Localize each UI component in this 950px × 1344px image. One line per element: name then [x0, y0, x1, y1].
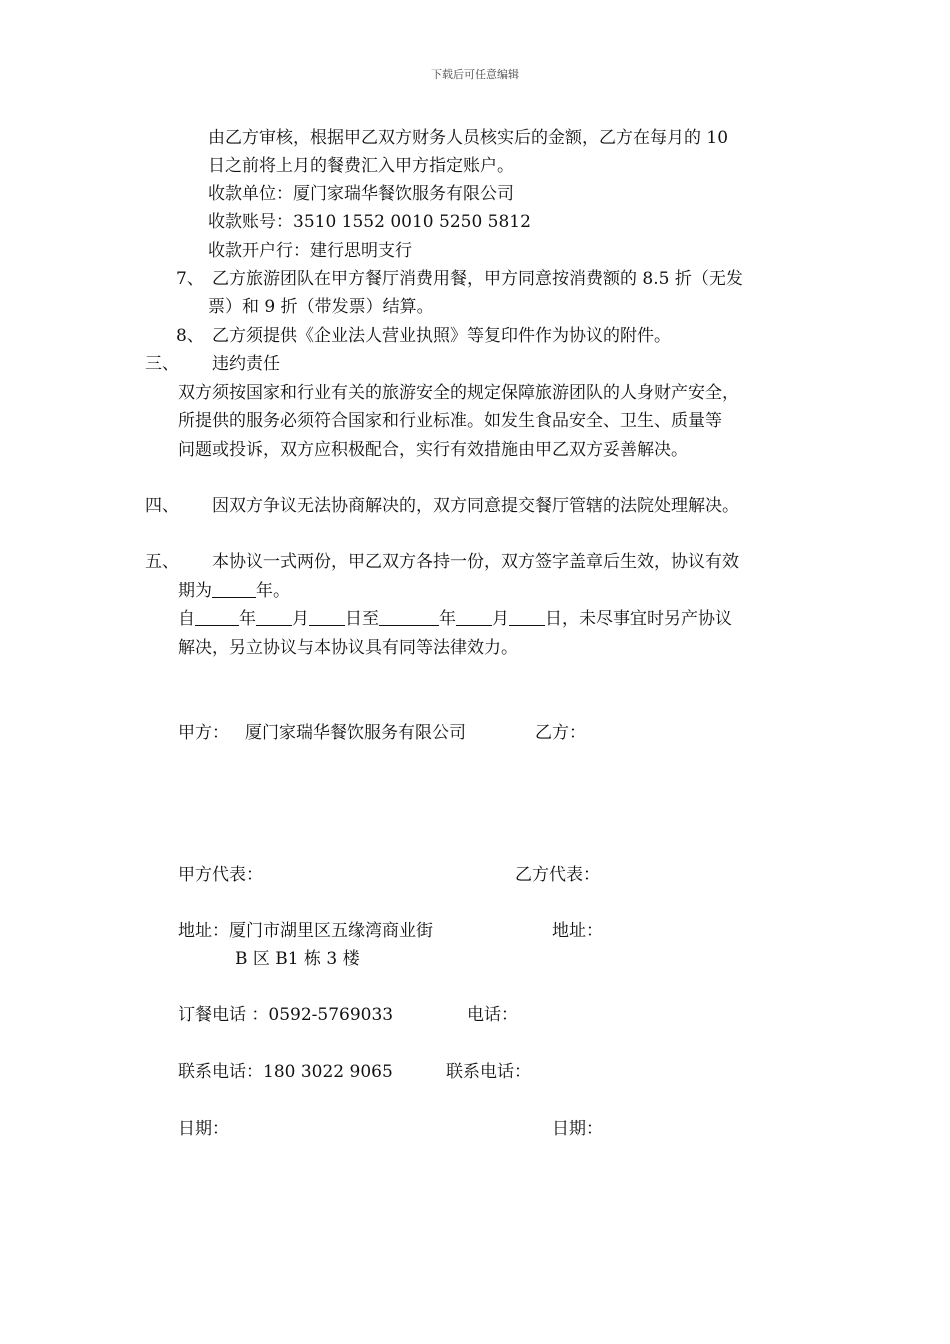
section3-line2: 所提供的服务必须符合国家和行业标准。如发生食品安全、卫生、质量等: [178, 411, 722, 431]
end-year-blank[interactable]: [379, 607, 439, 626]
section5-line4: 解决，另立协议与本协议具有同等法律效力。: [178, 638, 518, 658]
from-label: 自: [178, 609, 195, 629]
party-a-contact-phone: 联系电话：180 3022 9065: [178, 1062, 393, 1082]
clause7-line2: 票）和 9 折（带发票）结算。: [208, 297, 434, 317]
day-to-label: 日至: [345, 609, 379, 629]
year-label-2: 年: [439, 609, 456, 629]
section3-number: 三、: [145, 354, 179, 374]
section3-title: 违约责任: [212, 354, 280, 374]
party-b-contact-phone: 联系电话：: [446, 1062, 531, 1082]
party-b-representative: 乙方代表：: [515, 865, 600, 885]
period-suffix: 年。: [256, 581, 290, 601]
section5-number: 五、: [145, 552, 179, 572]
clause8-number: 8、: [176, 326, 204, 346]
page-header: 下载后可任意编辑: [431, 68, 519, 81]
day-tail: 日，未尽事宜时另产协议: [545, 609, 732, 629]
party-b-label: 乙方：: [535, 723, 586, 743]
section4-text: 因双方争议无法协商解决的，双方同意提交餐厅管辖的法院处理解决。: [212, 496, 739, 516]
party-a-order-phone: 订餐电话 ：0592-5769033: [178, 1005, 394, 1025]
section5-line1: 本协议一式两份，甲乙双方各持一份，双方签字盖章后生效，协议有效: [212, 552, 739, 572]
party-a-name: 厦门家瑞华餐饮服务有限公司: [245, 723, 466, 743]
period-prefix: 期为: [178, 581, 212, 601]
clause6-line1: 由乙方审核，根据甲乙双方财务人员核实后的金额，乙方在每月的 10: [208, 128, 729, 148]
start-month-blank[interactable]: [256, 607, 292, 626]
party-a-representative: 甲方代表：: [178, 865, 263, 885]
date-range-line: [178, 605, 732, 633]
bank-name: 收款开户行：建行思明支行: [208, 241, 412, 261]
clause7-number: 7、: [176, 269, 204, 289]
party-a-date: 日期：: [178, 1119, 229, 1139]
start-year-blank[interactable]: [195, 607, 239, 626]
clause7-line1: 乙方旅游团队在甲方餐厅消费用餐，甲方同意按消费额的 8.5 折（无发: [212, 269, 743, 289]
party-b-date: 日期：: [552, 1119, 603, 1139]
party-a-address-line2: B 区 B1 栋 3 楼: [235, 949, 360, 969]
year-label: 年: [239, 609, 256, 629]
clause8-text: 乙方须提供《企业法人营业执照》等复印件作为协议的附件。: [212, 326, 671, 346]
party-b-phone: 电话：: [467, 1005, 518, 1025]
clause6-line2: 日之前将上月的餐费汇入甲方指定账户。: [208, 156, 514, 176]
payee: 收款单位：厦门家瑞华餐饮服务有限公司: [208, 184, 514, 204]
end-month-blank[interactable]: [456, 607, 492, 626]
section3-line3: 问题或投诉，双方应积极配合，实行有效措施由甲乙双方妥善解决。: [178, 440, 688, 460]
end-day-blank[interactable]: [509, 607, 545, 626]
period-blank[interactable]: [212, 579, 256, 598]
party-a-label: 甲方：: [178, 723, 229, 743]
party-a-address-line1: 地址：厦门市湖里区五缘湾商业街: [178, 921, 433, 941]
validity-period-line: [178, 577, 290, 605]
start-day-blank[interactable]: [309, 607, 345, 626]
section4-number: 四、: [145, 496, 179, 516]
month-label-2: 月: [492, 609, 509, 629]
account-number: 收款账号：3510 1552 0010 5250 5812: [208, 212, 531, 232]
section3-line1: 双方须按国家和行业有关的旅游安全的规定保障旅游团队的人身财产安全，: [178, 383, 739, 403]
party-b-address: 地址：: [552, 921, 603, 941]
month-label: 月: [292, 609, 309, 629]
